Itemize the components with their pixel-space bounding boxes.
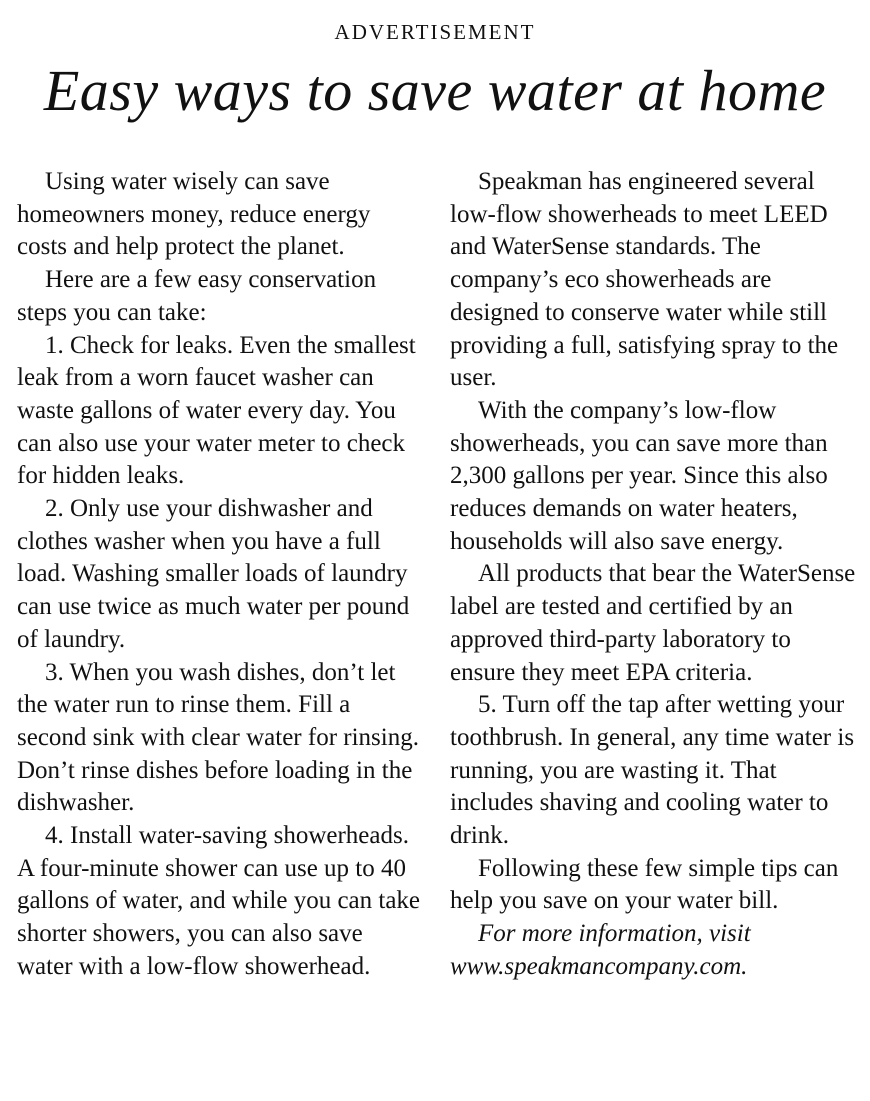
headline: Easy ways to save water at home xyxy=(43,58,827,123)
steps-intro-paragraph: Here are a few easy conservation steps you can take: xyxy=(17,266,377,326)
advertisement-label: ADVERTISEMENT xyxy=(334,20,536,44)
left-column xyxy=(17,166,421,984)
tip-2-paragraph: 2. Only use your dishwasher and clothes washer when you have a full load. Washing smaller loads of laundry can use twice as much water per pound of laundry. xyxy=(17,495,410,653)
tip-1-paragraph: 1. Check for leaks. Even the smallest leak from a worn faucet washer can waste gallons of water every day. You can also use your water meter to check for hidden leaks. xyxy=(17,331,416,490)
tip-3-paragraph: 3. When you wash dishes, don’t let the water run to rinse them. Fill a second sink with clear water for rinsing. Don’t rinse dishes before loading in the dishwasher. xyxy=(17,658,419,817)
intro-paragraph: Using water wisely can save homeowners money, reduce energy costs and help protect the planet. xyxy=(17,168,371,261)
tip-4-paragraph: 4. Install water-saving showerheads. A four-minute shower can use up to 40 gallons of water, and while you can take shorter showers, you can also save water with a low-flow showerhead. xyxy=(17,822,421,980)
closing-paragraph: Following these few simple tips can help you save on your water bill. xyxy=(450,854,839,915)
tip-5-paragraph: 5. Turn off the tap after wetting your toothbrush. In general, any time water is running, you are wasting it. That includes shaving and cooling water to drink. xyxy=(450,691,855,850)
right-column xyxy=(450,166,862,984)
watersense-paragraph: All products that bear the WaterSense label are tested and certified by an approved third-party laboratory to ensure they meet EPA criteria. xyxy=(450,560,856,686)
speakman-paragraph: Speakman has engineered several low-flow showerheads to meet LEED and WaterSense standards. The company’s eco showerheads are designed to conserve water while still providing a full, satisfying spray to the user. xyxy=(450,168,839,392)
savings-paragraph: With the company’s low-flow showerheads, you can save more than 2,300 gallons per year. Since this also reduces demands on water heaters, households will also save energy. xyxy=(450,396,828,555)
more-info-paragraph: For more information, visit www.speakmancompany.com. xyxy=(450,920,751,980)
